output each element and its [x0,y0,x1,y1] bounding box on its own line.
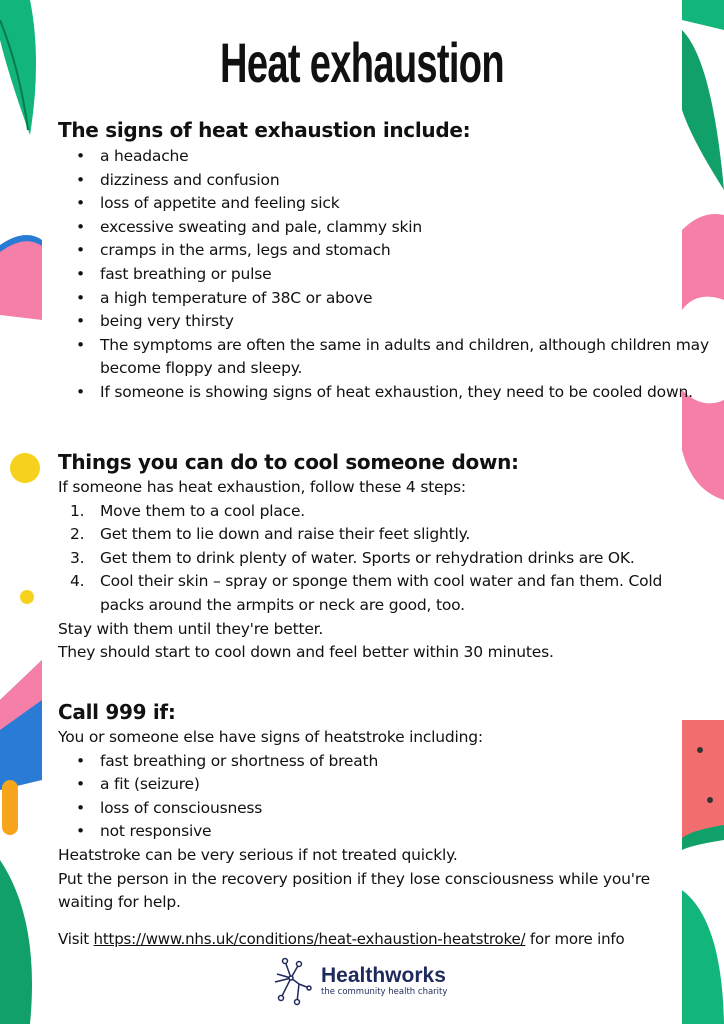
signs-heading: The signs of heat exhaustion include: [58,118,471,142]
step-item: 2. Get them to lie down and raise their feet slightly. [70,525,471,544]
watermelon-decoration [682,720,724,850]
list-item: • cramps in the arms, legs and stomach [70,239,710,263]
visit-line: Visit https://www.nhs.uk/conditions/heat-exhaustion-heatstroke/ for more info [58,930,625,948]
list-item: • fast breathing or shortness of breath [70,750,688,774]
call-list [70,750,688,844]
step-item: 1. Move them to a cool place. [70,501,306,520]
cool-intro: If someone has heat exhaustion, follow these 4 steps: [58,478,466,496]
call-after-1: Heatstroke can be very serious if not treated quickly. [58,845,458,864]
ice-lolly-decoration [0,660,42,840]
heart-decoration [0,230,42,325]
list-item: • a high temperature of 38C or above [70,287,710,311]
page-title: Heat exhaustion [220,31,504,94]
list-item: • dizziness and confusion [70,169,710,193]
network-logo-icon [273,956,313,1006]
cool-heading: Things you can do to cool someone down: [58,450,519,474]
leaf-decoration-bottom-right [682,880,724,1024]
list-item: • a headache [70,145,710,169]
sun-dot-decoration [10,452,44,612]
nhs-link[interactable]: https://www.nhs.uk/conditions/heat-exhaustion-heatstroke/ [93,930,526,948]
cool-steps [72,500,698,618]
call-after-2: Put the person in the recovery position if they lose consciousness while you're waiting for help. [58,869,651,912]
healthworks-logo [273,956,447,1006]
call-heading: Call 999 if: [58,700,176,724]
leaf-decoration-top-left [0,0,42,140]
list-item: • loss of appetite and feeling sick [70,192,710,216]
call-intro: You or someone else have signs of heatstroke including: [58,728,483,746]
logo-name: Healthworks [321,964,446,987]
list-item: • a fit (seizure) [70,773,688,797]
list-item: • fast breathing or pulse [70,263,710,287]
step-item: 3. Get them to drink plenty of water. Sports or rehydration drinks are OK. [70,548,635,567]
list-item: • being very thirsty [70,310,710,334]
list-item: • excessive sweating and pale, clammy skin [70,216,710,240]
step-item: 4. Cool their skin – spray or sponge them with cool water and fan them. Cold packs around the armpits or neck are good, too. [70,572,663,614]
list-item: • loss of consciousness [70,797,688,821]
leaf-decoration-bottom-left [0,860,42,1024]
list-item: • The symptoms are often the same in adults and children, although children may become floppy and sleepy. [70,334,710,381]
cool-after-2: They should start to cool down and feel better within 30 minutes. [58,643,554,662]
cool-after-1: Stay with them until they're better. [58,619,324,638]
signs-list [70,145,710,405]
list-item: • not responsive [70,820,688,844]
list-item: • If someone is showing signs of heat exhaustion, they need to be cooled down. [70,381,710,405]
logo-tagline: the community health charity [321,987,448,997]
